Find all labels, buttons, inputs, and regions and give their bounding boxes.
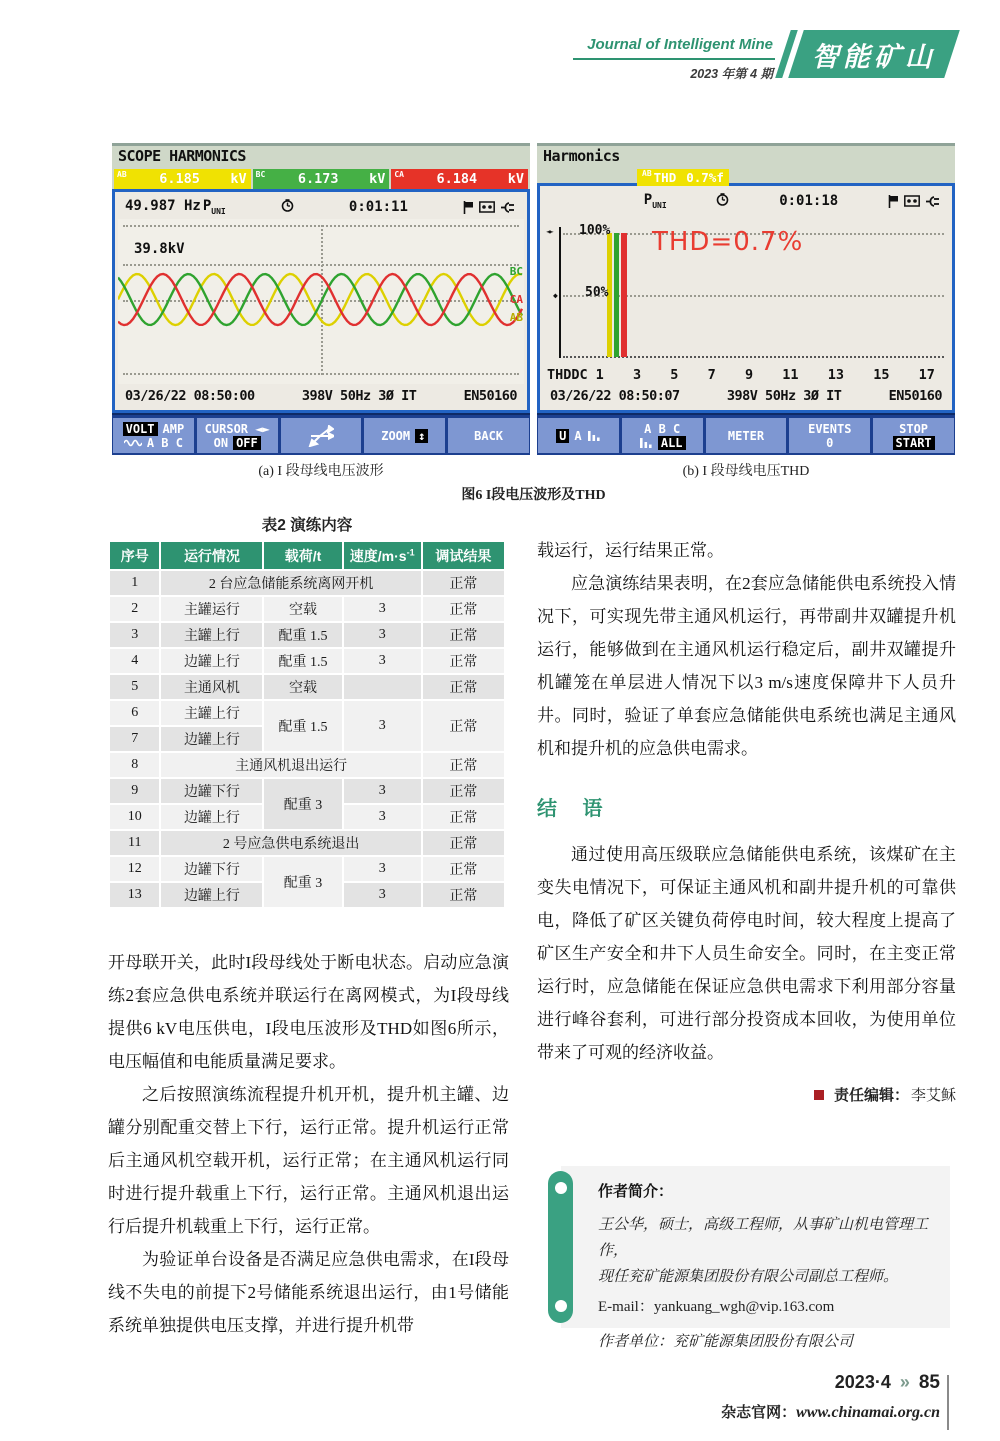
decorative-dot [555,1182,567,1194]
harmonic-ticks [596,367,945,383]
meter-status-bar [540,186,952,213]
site-url: www.chinamai.org.cn [796,1404,940,1421]
table-cell: 配重 1.5 [263,648,342,674]
harmonic-bar-CA [621,233,627,357]
table-cell: 边罐上行 [160,726,263,752]
softkey-row [308,425,334,447]
table-cell: 4 [109,648,160,674]
meter-footer-bar [540,384,952,410]
table-cell: 配重 3 [263,778,342,830]
table-cell: 正常 [422,882,505,908]
softkey-row [639,436,686,450]
meter-screen [112,189,530,413]
table-cell: 边罐下行 [160,778,263,804]
softkey-label: VOLT [123,422,158,436]
paragraph: 开母联开关，此时I段母线处于断电状态。启动应急演练2套应急供电系统并联运行在离网模式，为I段母线提供6 kV电压供电，I段电压波形及THD如图6所示，电压幅值和电能质量满足要求。 [108,953,509,1071]
y-axis [559,227,561,358]
meter-softkey [706,418,787,453]
softkey-label: AMP [162,421,185,436]
author-box-body [598,1180,932,1351]
author-box-title: 作者简介： [598,1183,674,1200]
left-text-column [108,946,509,1342]
journal-header-text [573,30,775,82]
axis-marker-50: ◆ [553,290,558,300]
footer-separator: » [899,1372,910,1392]
harmonic-tick-label: 11 [782,366,799,383]
softkey-label: BACK [474,428,504,443]
x-axis-prefix: THDDC [547,366,588,383]
journal-logo [788,30,960,78]
table-cell: 配重 3 [263,856,342,908]
harmonic-tick-label: 9 [744,366,754,383]
softkey-row [205,422,270,436]
footer-vertical-rule [947,1375,949,1430]
table-cell: 正常 [422,778,505,804]
softkey-label: A B C [644,421,681,436]
table-cell: 正常 [422,856,505,882]
table-cell: 正常 [422,596,505,622]
meter-softkey [197,418,278,453]
meter-footer-bar [115,384,527,410]
standard-label: EN50160 [888,388,942,404]
table-cell: 13 [109,882,160,908]
softkey-label: STOP [899,421,929,436]
grid-config: 398V 50Hz 3Ø IT [301,388,417,404]
voltage-scale-label: 39.8kV [134,241,185,257]
softkey-row [826,436,833,450]
wave-phase-label: CA [509,293,523,307]
table-cell: 正常 [422,830,505,856]
table-cell: 边罐上行 [160,804,263,830]
bio-line: 现任兖矿能源集团股份有限公司副总工程师。 [598,1269,899,1285]
editor-name: 李艾稣 [910,1087,956,1104]
table-header-cell [109,541,160,570]
site-label: 杂志官网： [721,1404,797,1421]
softkey-row [644,422,680,436]
decorative-dot [555,1300,567,1312]
meter-screen-title: Harmonics [537,143,955,169]
table-cell: 边罐下行 [160,856,263,882]
editor-label: 责任编辑： [833,1087,909,1104]
table-cell: 11 [109,830,160,856]
harmonic-tick-label: 7 [707,366,716,383]
phase-value-chip [253,169,390,189]
red-square-bullet [814,1090,824,1100]
table-header-cell [160,541,263,570]
axis-marker-100: ◄► [546,226,552,236]
author-bio [598,1212,932,1290]
footer-page-no: 85 [918,1372,940,1393]
page-footer [721,1372,940,1422]
drill-content-table [108,540,506,909]
editor-credit-line [537,1084,956,1105]
phase-label: AB [117,170,127,179]
table-cell: 正常 [422,648,505,674]
header-text: 运行情况 [183,547,240,564]
phase-voltage-unit: kV [230,171,247,187]
conclusion-heading: 结 语 [537,798,613,820]
meter-softkey [281,418,362,453]
fundamental-bars [607,233,627,357]
table-cell: 3 [343,882,422,908]
table-cell: 9 [109,778,160,804]
table-cell: 边罐上行 [160,882,263,908]
paragraph: 通过使用高压级联应急储能供电系统，该煤矿在主变失电情况下，可保证主通风机和副井提升机的可靠供电，降低了矿区关键负荷停电时间，较大程度上提高了矿区生产安全和井下人员生命安全。同时，在主变正常运行时，应急储能在保证应急供电需求下利用部分容量进行峰谷套利，可进行部分投资成本回收，为使用单位带来了可观的经济收益。 [537,845,956,1062]
harmonic-tick-label: 3 [632,366,642,383]
table-cell: 正常 [422,804,505,830]
flag-icon [463,201,474,214]
p-uni-label: $P_{UNI}$ [643,192,667,210]
paragraph: 为验证单台设备是否满足应急供电需求，在I段母线不失电的前提下2号储能系统退出运行，由1号储能系统单独提供电压支撑，并进行提升机带 [108,1250,509,1335]
table-row [109,830,505,856]
softkey-row [728,429,764,443]
conclusion-paragraphs [537,838,956,1069]
power-plug-icon [925,195,942,208]
harmonic-tick-label: 17 [918,366,935,383]
meter-softkey [364,418,445,453]
phase-voltage-value: 6.185 [159,171,200,187]
meter-softkey [622,418,703,453]
meter-screen-title: SCOPE HARMONICS [112,143,530,169]
paragraph: 之后按照演练流程提升机开机，提升机主罐、边罐分别配重交替上下行，运行正常。提升机运行正常后主通风机空载开机，运行正常；在主通风机运行同时进行提升载重上下行，运行正常。主通风机退出运行后提升机载重上下行，运行正常。 [108,1085,509,1236]
header-text: 调试结果 [435,547,492,564]
table-cell: 边罐上行 [160,648,263,674]
softkey-label: OFF [233,436,261,450]
memory-icon [479,201,495,213]
harmonics-bars-icon [587,430,601,442]
table-row [109,856,505,882]
frequency-readout: 49.987 Hz $P_{UNI}$ [125,198,226,216]
table-header-cell [422,541,505,570]
journal-name-english: Journal of Intelligent Mine [573,36,775,60]
softkey-label: CURSOR ◄► [204,421,270,436]
figure-scope-waveform [112,143,530,455]
phase-voltage-chips [112,169,530,189]
table-row [109,674,505,700]
meter-status-bar [115,192,527,219]
journal-logo-text: 智能矿山 [812,41,936,73]
journal-issue: 2023 年第 4 期 [690,67,773,81]
phase-voltage-unit: kV [507,171,525,187]
softkey-row [893,436,935,450]
thd-chip-row [537,169,955,183]
table-cell: 配重 1.5 [263,622,342,648]
softkey-row [808,422,851,436]
issue-page-number [721,1372,940,1394]
timestamp: 03/26/22 08:50:00 [125,388,255,404]
harmonics-bar-chart [544,213,948,365]
table-cell: 空载 [263,596,342,622]
softkey-label: 0 [826,435,834,450]
author-box-green-bar [548,1171,573,1323]
harmonics-bars-icon [639,437,653,449]
table-cell: 3 [343,804,422,830]
header-text: 序号 [120,547,149,564]
status-icons [888,195,942,208]
phase-label: CA [394,170,404,179]
table-row [109,622,505,648]
softkey-row [556,429,600,443]
table-cell: 空载 [263,674,342,700]
table-cell: 12 [109,856,160,882]
table-cell: 2 号应急供电系统退出 [160,830,421,856]
elapsed-timer: 0:01:11 [348,199,408,215]
memory-icon [904,195,920,207]
table-header-row [109,541,505,570]
table-cell: 2 [109,596,160,622]
phase-label: BC [255,170,266,179]
table-cell: 7 [109,726,160,752]
clock-icon [281,199,294,216]
meter-softkey [113,418,194,453]
meter-softkey [538,418,619,453]
subfigure-caption-a: (a) I 段母线电压波形 [258,464,384,479]
softkey-row [474,429,503,443]
sine-wave-icon [124,438,142,448]
flag-icon [888,195,899,208]
softkey-label: ↕ [415,429,428,443]
x-axis-labels [540,365,952,384]
softkey-label: A [574,428,582,443]
softkey-row [124,436,183,450]
phase-voltage-value: 6.184 [436,171,478,187]
harmonic-tick-label: 15 [873,366,890,383]
wave-phase-label: BC [509,265,523,279]
table-cell: 3 [343,596,422,622]
paragraph: 应急演练结果表明，在2套应急储能供电系统投入情况下，可实现先带主通风机运行，再带副井双罐提升机运行，能够做到在主通风机运行稳定后，副井双罐提升机罐笼在单层进人情况下以3 m/s速度保障井下人员升井。同时，验证了单套应急储能供电系统也满足主通风机和提升机的应急供电需求。 [537,574,956,758]
table-cell: 3 [343,856,422,882]
timestamp: 03/26/22 08:50:07 [550,388,680,404]
softkey-row [214,436,261,450]
header-superscript: -1 [406,546,415,557]
grid-config: 398V 50Hz 3Ø IT [726,388,842,404]
author-affiliation: 作者单位：兖矿能源集团股份有限公司 [598,1334,854,1350]
table-header-cell [263,541,342,570]
harmonic-tick-label: 13 [827,366,844,383]
clock-icon [716,193,729,210]
y-tick-50: 50% [585,285,609,301]
meter-screen [537,183,955,413]
table-cell: 3 [109,622,160,648]
table-cell: 2 台应急储能系统离网开机 [160,570,421,596]
figure-harmonics-thd [537,143,955,455]
waveform-plot [118,219,524,384]
phase-value-chip [114,169,251,189]
table-cell: 3 [343,622,422,648]
meter-softkey [789,418,870,453]
softkey-label: ON [213,435,229,450]
header-text: 速度/m·s [349,547,407,564]
table-cell: 正常 [422,570,505,596]
table-row [109,752,505,778]
softkey-label: A B C [146,435,183,450]
softkey-label: EVENTS [808,421,852,436]
meter-softkey [448,418,529,453]
table-cell: 配重 1.5 [263,700,342,752]
site-line [721,1401,940,1422]
right-paragraphs [537,534,956,765]
table-cell: 6 [109,700,160,726]
harmonic-tick-label: 1 [595,366,604,383]
softkey-bar [112,413,530,455]
phase-voltage-value: 6.173 [297,171,339,187]
table-cell: 主罐上行 [160,622,263,648]
paragraph: 载运行，运行结果正常。 [537,541,724,560]
table-row [109,778,505,804]
phase-voltage-unit: kV [369,171,386,187]
softkey-row [899,422,928,436]
y-tick-100: 100% [579,222,611,238]
table-cell: 正常 [422,700,505,752]
table-cell: 3 [343,648,422,674]
table-cell: 5 [109,674,160,700]
softkey-label: ALL [658,436,686,450]
table-cell: 主罐运行 [160,596,263,622]
standard-label: EN50160 [463,388,517,404]
harmonic-bar-BC [614,233,619,357]
softkey-row [123,422,185,436]
elapsed-timer: 0:01:18 [779,193,839,209]
right-text-column [537,534,956,1105]
table-cell: 主通风机退出运行 [160,752,421,778]
softkey-row [381,429,428,443]
table-cell: 正常 [422,674,505,700]
footer-year-issue: 2023·4 [834,1372,891,1392]
meter-softkey [873,418,954,453]
figure-caption: 图6 I段电压波形及THD [461,488,606,503]
author-email: E-mail：yankuang_wgh@vip.163.com [598,1299,835,1315]
harmonic-tick-label: 5 [670,366,679,383]
header-text: 载荷/t [284,547,322,564]
table-row [109,648,505,674]
softkey-label: METER [727,428,765,443]
table-cell: 3 [343,700,422,752]
table-cell: 3 [343,778,422,804]
softkey-label: ZOOM [381,428,411,443]
table-row [109,700,505,726]
table-title: 表2 演练内容 [261,517,353,534]
softkey-bar [537,413,955,455]
table-row [109,596,505,622]
table-cell: 正常 [422,752,505,778]
table-cell: 正常 [422,622,505,648]
page-header [573,30,952,82]
cursor-move-icon [308,425,334,447]
softkey-label: START [893,436,935,450]
table-header-cell [343,541,422,570]
subfigure-caption-b: (b) I 段母线电压THD [682,464,810,479]
table-cell: 10 [109,804,160,830]
table-row [109,570,505,596]
table-cell: 1 [109,570,160,596]
author-box [548,1166,950,1350]
wave-phase-label: AB [509,311,523,325]
softkey-label: U [556,429,569,443]
bio-line: 王公华，硕士，高级工程师，从事矿山机电管理工作， [598,1217,929,1259]
power-plug-icon [500,201,517,214]
phase-value-chip [391,169,528,189]
table-cell [343,674,422,700]
thd-annotation: THD=0.7% [652,226,804,257]
table-cell: 8 [109,752,160,778]
thd-readout-chip: AB THD 0.7%f [637,169,729,186]
table-cell: 主通风机 [160,674,263,700]
table-cell: 主罐上行 [160,700,263,726]
status-icons [463,201,517,214]
